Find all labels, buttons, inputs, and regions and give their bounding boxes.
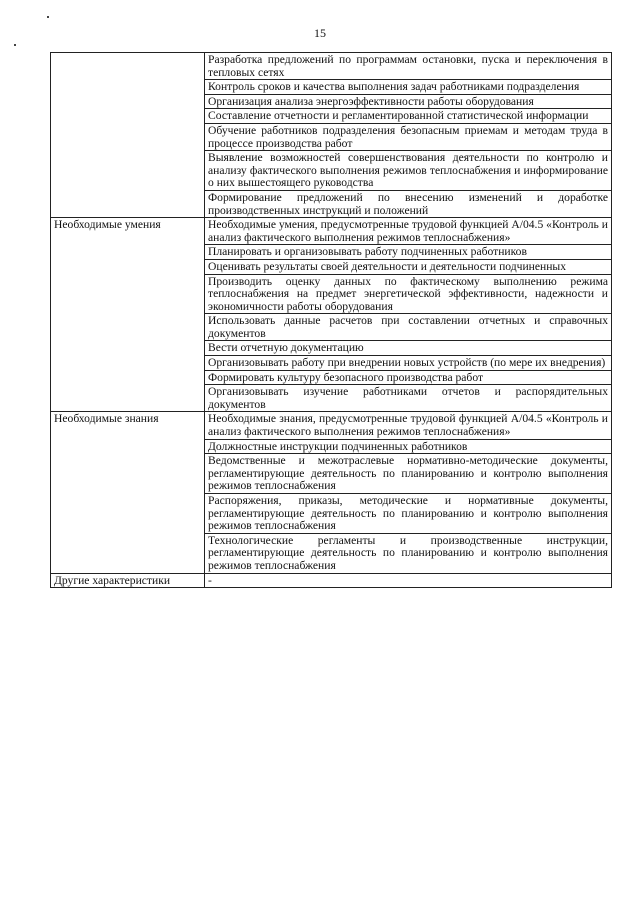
- requirement-cell: [205, 274, 612, 314]
- requirement-cell: [205, 80, 612, 95]
- section-label: Другие характеристики: [51, 573, 205, 588]
- requirement-cell: [205, 151, 612, 191]
- requirement-cell: [205, 341, 612, 356]
- requirement-cell: [205, 356, 612, 371]
- requirement-cell: [205, 218, 612, 245]
- section-label: Необходимые умения: [51, 218, 205, 412]
- requirement-cell: [205, 245, 612, 260]
- requirement-cell: [205, 412, 612, 439]
- requirement-cell: [205, 533, 612, 573]
- requirement-text: Вести отчетную документацию: [208, 341, 364, 355]
- requirement-cell: [205, 314, 612, 341]
- requirement-cell: [205, 123, 612, 150]
- requirement-text: Формирование предложений по внесению изменений и доработке производственных инструкций и положений: [208, 190, 608, 217]
- table-row: [51, 53, 612, 80]
- requirement-cell: [205, 573, 612, 588]
- page-number: 15: [314, 26, 326, 40]
- requirement-text: Контроль сроков и качества выполнения задач работниками подразделения: [208, 80, 580, 94]
- table-row: [51, 573, 612, 588]
- requirement-text: Планировать и организовывать работу подчиненных работников: [208, 245, 527, 259]
- requirement-text: Производить оценку данных по фактическому выполнению режима теплоснабжения на предмет энергетической эффективности, надежности и экономичности работы оборудования: [208, 274, 608, 313]
- requirement-text: Технологические регламенты и производственные инструкции, регламентирующие деятельность по планированию и контролю выполнения режимов теплоснабжения: [208, 533, 608, 572]
- requirement-text: Организовывать работу при внедрении новых устройств (по мере их внедрения): [208, 356, 606, 370]
- requirement-text: Необходимые знания, предусмотренные трудовой функцией А/04.5 «Контроль и анализ фактического выполнения режимов теплоснабжения»: [208, 412, 608, 439]
- requirement-cell: [205, 259, 612, 274]
- requirement-cell: [205, 385, 612, 412]
- requirement-text: Выявление возможностей совершенствования деятельности по контролю и анализу фактического выполнения режимов теплоснабжения и информирование о них вышестоящего руководства: [208, 151, 608, 190]
- requirement-text: Распоряжения, приказы, методические и нормативные документы, регламентирующие деятельность по планированию и контролю выполнения режимов теплоснабжения: [208, 494, 608, 533]
- requirement-text: Организовывать изучение работниками отчетов и распорядительных документов: [208, 385, 608, 411]
- requirement-text: Оценивать результаты своей деятельности и деятельности подчиненных: [208, 259, 567, 273]
- requirement-cell: [205, 439, 612, 454]
- requirement-text: Организация анализа энергоэффективности работы оборудования: [208, 94, 534, 108]
- requirement-cell: [205, 94, 612, 109]
- requirement-cell: [205, 454, 612, 494]
- requirement-text: Ведомственные и межотраслевые нормативно-методические документы, регламентирующие деятельность по планированию и контролю выполнения режимов теплоснабжения: [208, 454, 608, 493]
- competency-table: [50, 52, 612, 588]
- requirement-text: Обучение работников подразделения безопасным приемам и методам труда в процессе производства работ: [208, 123, 608, 150]
- requirement-text: Необходимые умения, предусмотренные трудовой функцией А/04.5 «Контроль и анализ фактического выполнения режимов теплоснабжения»: [208, 218, 608, 244]
- requirement-text: Составление отчетности и регламентированной статистической информации: [208, 109, 589, 123]
- requirement-text: Должностные инструкции подчиненных работников: [208, 439, 468, 453]
- requirement-text: Формировать культуру безопасного производства работ: [208, 370, 484, 384]
- requirement-cell: [205, 494, 612, 534]
- scan-speck: [47, 16, 49, 18]
- requirement-text: Использовать данные расчетов при составлении отчетных и справочных документов: [208, 314, 608, 340]
- requirement-cell: [205, 190, 612, 217]
- section-label: Необходимые знания: [51, 412, 205, 573]
- requirement-cell: [205, 109, 612, 124]
- requirement-text: -: [208, 573, 212, 587]
- table-row: [51, 412, 612, 439]
- scan-speck: [14, 44, 16, 46]
- requirement-text: Разработка предложений по программам остановки, пуска и переключения в тепловых сетях: [208, 53, 608, 79]
- section-label: [51, 53, 205, 218]
- table-row: [51, 218, 612, 245]
- requirement-cell: [205, 370, 612, 385]
- requirement-cell: [205, 53, 612, 80]
